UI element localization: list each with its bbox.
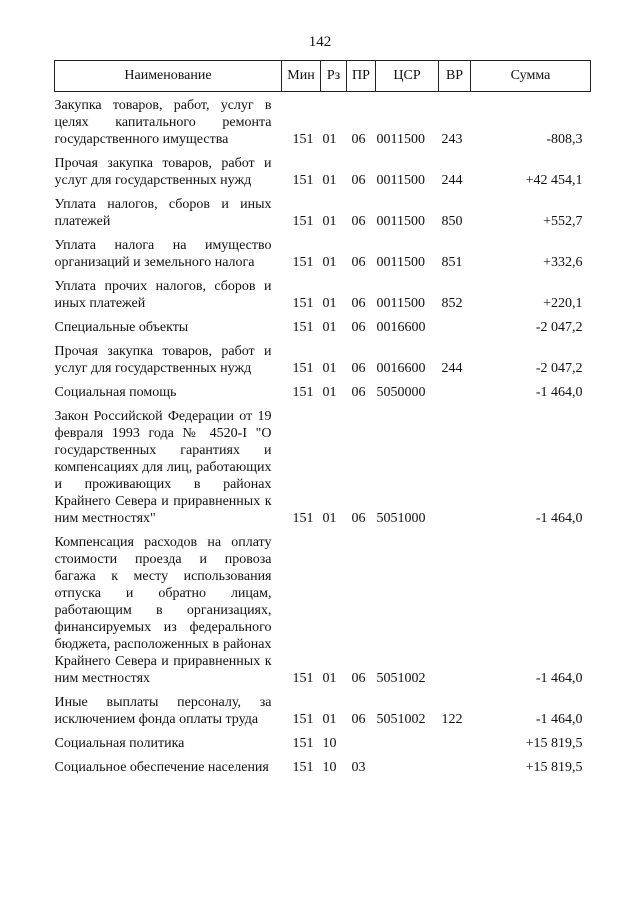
table-row xyxy=(55,752,591,776)
table-row xyxy=(55,336,591,377)
row-name: Иные выплаты персоналу, за исключением фонда оплаты труда xyxy=(54,695,272,727)
row-pr: 06 xyxy=(351,511,366,526)
row-vr: 244 xyxy=(441,173,463,188)
row-sum: -1 464,0 xyxy=(535,671,583,686)
table-row xyxy=(55,377,591,401)
row-pr: 06 xyxy=(351,712,366,727)
row-sum: -808,3 xyxy=(546,132,583,147)
row-vr: 852 xyxy=(441,296,463,311)
row-vr xyxy=(439,752,471,776)
row-rz: 10 xyxy=(322,736,337,751)
row-csr: 0016600 xyxy=(376,361,426,376)
row-sum: -1 464,0 xyxy=(535,511,583,526)
row-pr: 06 xyxy=(351,173,366,188)
row-name: Компенсация расходов на оплату стоимости проезда и провоза багажа к месту использования отпуска и обратно лицам, работающим в организациях, финансируемых из федерального бюджета, расположенных в районах Крайнего Севера и приравненных к ним местностях xyxy=(54,535,272,686)
row-sum: +332,6 xyxy=(543,255,583,270)
row-csr: 0011500 xyxy=(376,132,425,147)
row-vr xyxy=(439,728,471,752)
row-sum: -1 464,0 xyxy=(535,385,583,400)
row-csr: 5051000 xyxy=(376,511,426,526)
row-vr: 851 xyxy=(441,255,463,270)
row-sum: +552,7 xyxy=(543,214,583,229)
row-pr: 06 xyxy=(351,255,366,270)
row-sum: -1 464,0 xyxy=(535,712,583,727)
row-min: 151 xyxy=(292,361,314,376)
row-vr: 244 xyxy=(441,361,463,376)
row-min: 151 xyxy=(292,214,314,229)
row-csr: 5051002 xyxy=(376,712,426,727)
row-min: 151 xyxy=(292,255,314,270)
row-vr xyxy=(439,312,471,336)
row-csr: 0011500 xyxy=(376,214,425,229)
row-pr: 06 xyxy=(351,671,366,686)
row-name: Социальное обеспечение населения xyxy=(54,760,269,775)
table-row xyxy=(55,230,591,271)
row-rz: 01 xyxy=(322,214,337,229)
row-rz: 01 xyxy=(322,173,337,188)
row-vr: 243 xyxy=(441,132,463,147)
row-name: Закупка товаров, работ, услуг в целях капитального ремонта государственного имущества xyxy=(54,98,272,147)
row-rz: 01 xyxy=(322,255,337,270)
row-sum: -2 047,2 xyxy=(535,361,583,376)
row-rz: 01 xyxy=(322,361,337,376)
row-vr: 122 xyxy=(441,712,463,727)
row-vr xyxy=(439,377,471,401)
row-sum: +42 454,1 xyxy=(525,173,583,188)
table-row xyxy=(55,189,591,230)
table-header xyxy=(55,61,591,92)
row-rz: 01 xyxy=(322,132,337,147)
row-name: Уплата прочих налогов, сборов и иных платежей xyxy=(54,279,272,311)
row-pr: 06 xyxy=(351,296,366,311)
row-name: Закон Российской Федерации от 19 февраля 1993 года № 4520-I "О государственных гарантиях и компенсациях для лиц, работающих и проживающих в районах Крайнего Севера и приравненных к ним местностях" xyxy=(54,409,272,526)
row-sum: -2 047,2 xyxy=(535,320,583,335)
row-min: 151 xyxy=(292,173,314,188)
row-rz: 01 xyxy=(322,671,337,686)
row-min: 151 xyxy=(292,296,314,311)
row-min: 151 xyxy=(292,320,314,335)
column-header-min: Мин xyxy=(282,61,321,92)
row-vr xyxy=(439,527,471,687)
table-row xyxy=(55,728,591,752)
row-csr xyxy=(376,728,439,752)
row-sum: +220,1 xyxy=(543,296,583,311)
row-name: Прочая закупка товаров, работ и услуг для государственных нужд xyxy=(54,156,272,188)
row-vr xyxy=(439,401,471,527)
table-body xyxy=(55,92,591,777)
row-csr: 0016600 xyxy=(376,320,426,335)
row-sum: +15 819,5 xyxy=(525,736,583,751)
row-min: 151 xyxy=(292,511,314,526)
row-pr: 06 xyxy=(351,385,366,400)
table-row xyxy=(55,687,591,728)
row-name: Социальная помощь xyxy=(54,385,177,400)
row-rz: 01 xyxy=(322,320,337,335)
row-rz: 01 xyxy=(322,296,337,311)
row-sum: +15 819,5 xyxy=(525,760,583,775)
row-min: 151 xyxy=(292,132,314,147)
row-pr: 06 xyxy=(351,361,366,376)
row-name: Социальная политика xyxy=(54,736,185,751)
row-min: 151 xyxy=(292,760,314,775)
table-row xyxy=(55,312,591,336)
budget-table xyxy=(54,60,591,776)
table-row xyxy=(55,92,591,149)
row-pr: 06 xyxy=(351,132,366,147)
row-rz: 10 xyxy=(322,760,337,775)
row-rz: 01 xyxy=(322,511,337,526)
row-pr: 03 xyxy=(351,760,366,775)
table-row xyxy=(55,527,591,687)
page-number: 142 xyxy=(308,34,332,50)
row-rz: 01 xyxy=(322,385,337,400)
row-vr: 850 xyxy=(441,214,463,229)
table-row xyxy=(55,401,591,527)
row-pr: 06 xyxy=(351,214,366,229)
row-csr: 0011500 xyxy=(376,296,425,311)
table-row xyxy=(55,271,591,312)
row-min: 151 xyxy=(292,712,314,727)
row-name: Уплата налога на имущество организаций и земельного налога xyxy=(54,238,272,270)
row-min: 151 xyxy=(292,385,314,400)
row-csr: 5051002 xyxy=(376,671,426,686)
table-row xyxy=(55,148,591,189)
column-header-csr: ЦСР xyxy=(376,61,439,92)
column-header-pr: ПР xyxy=(347,61,376,92)
column-header-rz: Рз xyxy=(321,61,347,92)
row-csr: 5050000 xyxy=(376,385,426,400)
row-min: 151 xyxy=(292,671,314,686)
row-pr: 06 xyxy=(351,320,366,335)
row-csr: 0011500 xyxy=(376,173,425,188)
row-min: 151 xyxy=(292,736,314,751)
column-header-sum: Сумма xyxy=(471,61,591,92)
row-csr xyxy=(376,752,439,776)
row-rz: 01 xyxy=(322,712,337,727)
column-header-name: Наименование xyxy=(55,61,282,92)
row-pr xyxy=(347,728,376,752)
column-header-vr: ВР xyxy=(439,61,471,92)
row-csr: 0011500 xyxy=(376,255,425,270)
row-name: Специальные объекты xyxy=(54,320,189,335)
row-name: Уплата налогов, сборов и иных платежей xyxy=(54,197,272,229)
row-name: Прочая закупка товаров, работ и услуг для государственных нужд xyxy=(54,344,272,376)
